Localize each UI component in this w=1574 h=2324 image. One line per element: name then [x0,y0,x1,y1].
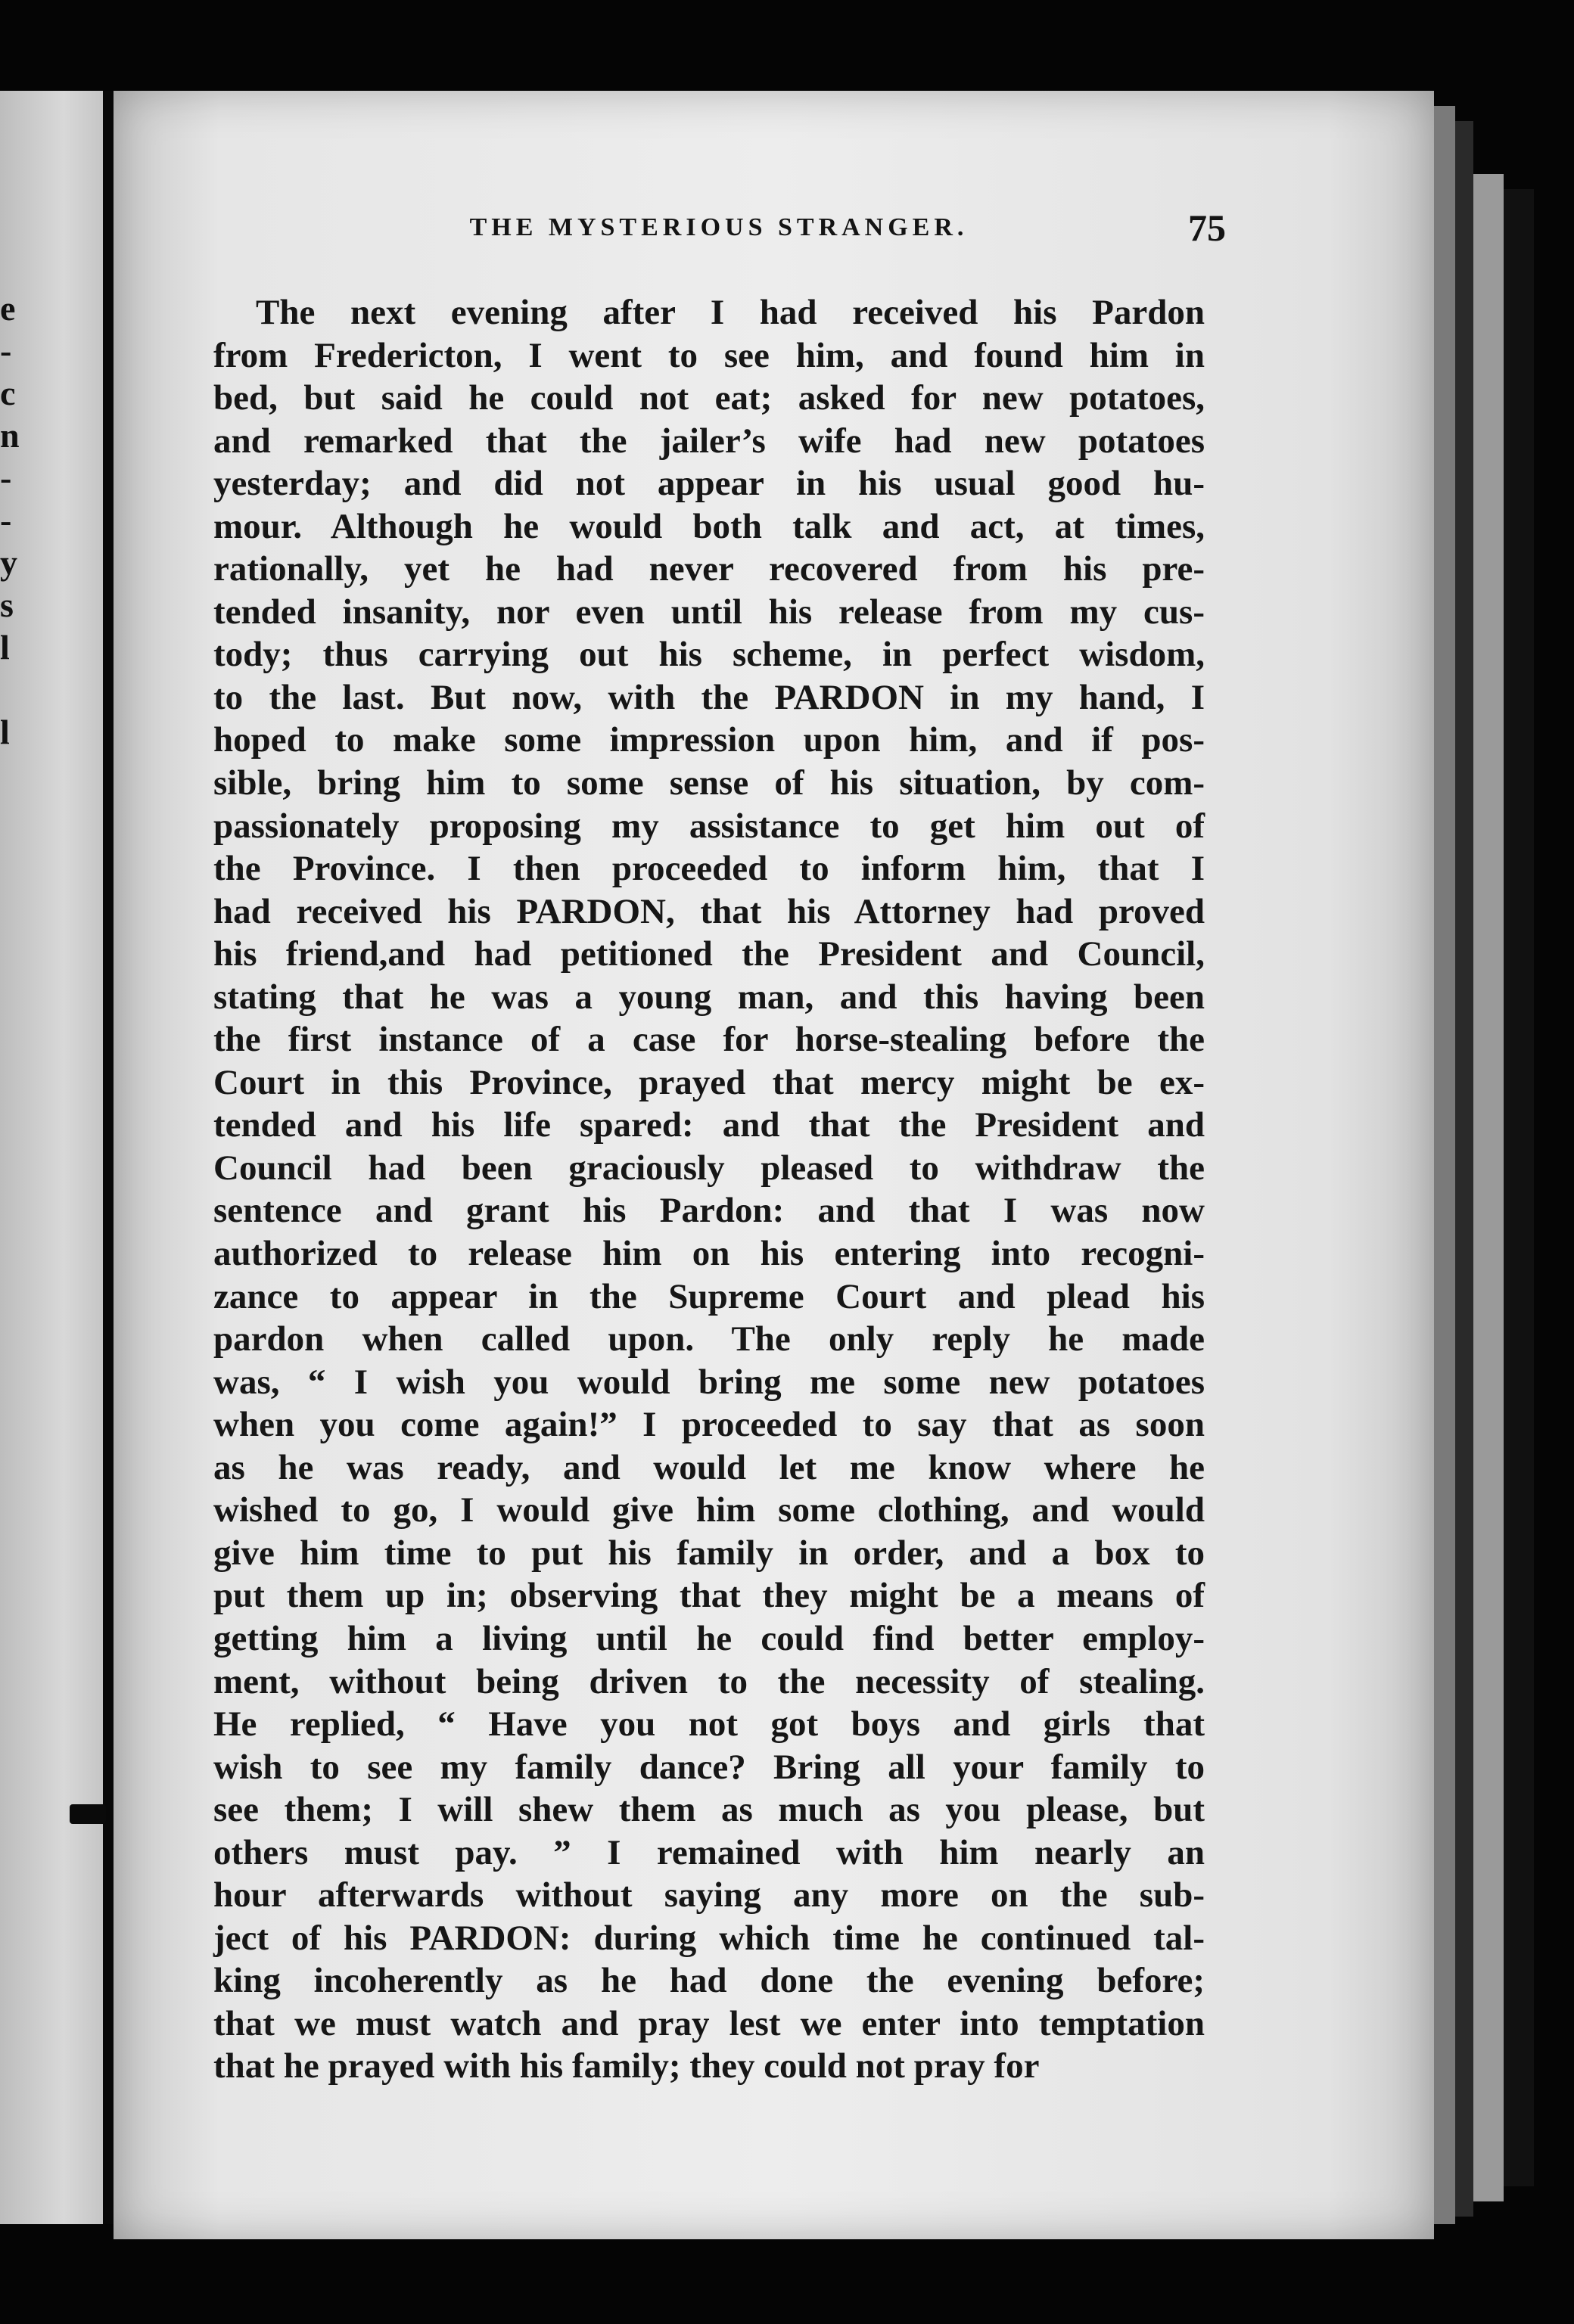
left-fragment: n [0,416,20,455]
page-number: 75 [1188,207,1226,249]
text-line: The next evening after I had received his Pardon [256,293,1205,332]
body-text [213,291,1205,2088]
page-edge [1455,121,1473,2217]
text-line: Court in this Province, prayed that mercy might be ex- [213,1062,1205,1102]
text-line: stating that he was a young man, and this having been [213,977,1205,1017]
page-edge [1504,189,1534,2186]
text-line: his friend,and had petitioned the President and Council, [213,934,1205,974]
left-fragment: l [0,628,10,666]
text-line: put them up in; observing that they might be a means of [213,1576,1205,1616]
text-line: passionately proposing my assistance to get him out of [213,806,1205,846]
text-line: sentence and grant his Pardon: and that I was now [213,1191,1205,1231]
text-line: when you come again!” I proceeded to say that as soon [213,1405,1205,1445]
text-line: tended insanity, nor even until his release from my cus- [213,592,1205,632]
text-line: getting him a living until he could find better employ- [213,1618,1205,1658]
left-fragment: - [0,458,12,497]
page-edge [1473,174,1504,2201]
text-line: mour. Although he would both talk and act, at times, [213,506,1205,546]
text-line: zance to appear in the Supreme Court and plead his [213,1276,1205,1316]
gutter-mark [70,1804,106,1824]
text-line: Council had been graciously pleased to withdraw the [213,1148,1205,1188]
left-fragment: s [0,586,14,624]
text-line: from Fredericton, I went to see him, and found him in [213,335,1205,375]
text-line: wished to go, I would give him some clothing, and would [213,1490,1205,1530]
text-line: give him time to put his family in order, and a box to [213,1533,1205,1573]
text-line: hoped to make some impression upon him, and if pos- [213,720,1205,760]
text-line: sible, bring him to some sense of his situation, by com- [213,763,1205,803]
text-line: ject of his PARDON: during which time he continued tal- [213,1918,1205,1958]
text-line: bed, but said he could not eat; asked for new potatoes, [213,378,1205,418]
text-line: tody; thus carrying out his scheme, in perfect wisdom, [213,635,1205,675]
text-line: He replied, “ Have you not got boys and girls that [213,1704,1205,1745]
text-line: tended and his life spared: and that the President and [213,1105,1205,1145]
text-line: rationally, yet he had never recovered from his pre- [213,549,1205,589]
left-fragment: c [0,374,16,412]
text-line: see them; I will shew them as much as you please, but [213,1790,1205,1830]
text-line: and remarked that the jailer’s wife had new potatoes [213,421,1205,461]
left-fragment: e [0,289,16,328]
text-line: yesterday; and did not appear in his usual good hu- [213,464,1205,504]
text-line: was, “ I wish you would bring me some new potatoes [213,1362,1205,1402]
text-line: the first instance of a case for horse-stealing before the [213,1020,1205,1060]
book-gutter [103,91,114,2224]
left-fragment: - [0,331,12,370]
text-line: that we must watch and pray lest we enter into temptation [213,2003,1205,2043]
text-line: that he prayed with his family; they could not pray for [213,2046,1040,2086]
text-line: had received his PARDON, that his Attorney had proved [213,891,1205,931]
text-line: the Province. I then proceeded to inform him, that I [213,849,1205,889]
text-line: pardon when called upon. The only reply he made [213,1319,1205,1359]
text-line: hour afterwards without saying any more on the sub- [213,1875,1205,1915]
text-line: to the last. But now, with the PARDON in my hand, I [213,677,1205,717]
text-line: king incoherently as he had done the evening before; [213,1961,1205,2001]
text-line: authorized to release him on his entering into recogni- [213,1234,1205,1274]
running-head: THE MYSTERIOUS STRANGER. [469,213,969,241]
page-edge [1434,106,1455,2224]
text-line: wish to see my family dance? Bring all your family to [213,1747,1205,1787]
left-fragment: y [0,543,17,582]
text-line: others must pay. ” I remained with him nearly an [213,1832,1205,1872]
left-page-text-fragments [0,287,30,753]
text-line: ment, without being driven to the necessity of stealing. [213,1661,1205,1701]
left-fragment [0,669,30,711]
left-fragment: - [0,501,12,539]
text-line: as he was ready, and would let me know where he [213,1447,1205,1487]
left-fragment: l [0,713,10,751]
